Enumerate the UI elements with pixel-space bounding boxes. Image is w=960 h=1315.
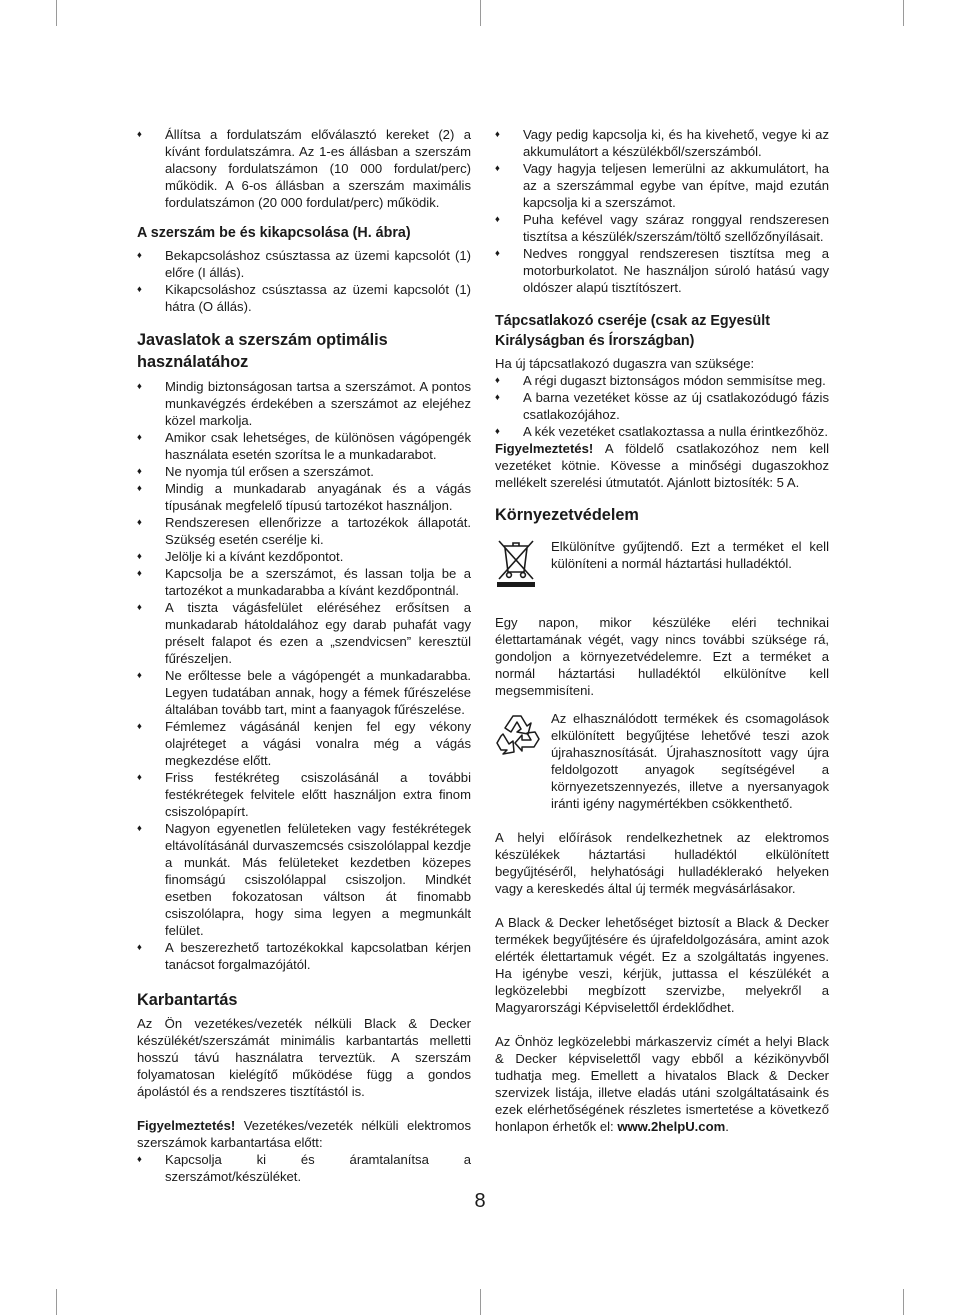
environment-paragraph-3: A Black & Decker lehetőséget biztosít a Black & Decker termékek begyűjtésére és újrafeldolgozására, amint azok elérték élettartamuk végét. Ez a szolgáltatás ingyenes. Ha igénybe veszi, kérjük, juttassa el készülékét a legközelebbi megbízott szervizbe, melyekről a Magyarországi Képviselettől érdeklődhet. (495, 915, 829, 1015)
list-item: ♦ A kék vezetéket csatlakoztassa a nulla érintkezőhöz. (495, 423, 829, 440)
crop-mark (903, 0, 904, 26)
list-item: ♦ Vagy hagyja teljesen lemerülni az akkumulátort, ha az a szerszámmal egybe van építve, majd ezután kapcsolja ki a szerszámot. (495, 160, 829, 211)
list-item: ♦ A tiszta vágásfelület eléréséhez erősítsen a munkadarab hátoldalához egy darab puhafát vagy préselt falapot és ezen a „szendvicsen” keresztül fűrészeljen. (137, 599, 471, 667)
left-column (137, 126, 471, 1185)
warning-text: A földelő csatlakozóhoz nem kell vezetéket kötnie. Kövesse a minőségi dugaszokhoz mellékelt szerelési útmutatót. Ajánlott biztosíték: 5 A. (495, 441, 829, 490)
plug-warning (495, 440, 829, 491)
crossed-out-wheelie-bin-icon (495, 538, 551, 592)
list-item: ♦ Amikor csak lehetséges, de különösen vágópengék használata esetén szorítsa le a munkadarabot. (137, 429, 471, 463)
tips-bullets (137, 378, 471, 973)
list-item: ♦ A barna vezetéket kösse az új csatlakozódugó fázis csatlakozójához. (495, 389, 829, 423)
recycling-arrows-icon (495, 710, 551, 764)
list-item: ♦ Vagy pedig kapcsolja ki, és ha kivehető, vegye ki az akkumulátort a készülékből/szerszámból. (495, 126, 829, 160)
switch-heading: A szerszám be és kikapcsolása (H. ábra) (137, 225, 411, 241)
maintenance-bullets-continued (495, 126, 829, 296)
plug-bullets (495, 372, 829, 440)
speed-setting-bullet: ♦ Állítsa a fordulatszám előválasztó kereket (2) a kívánt fordulatszámra. Az 1-es állásban a szerszám alacsony fordulatszámon (10 000 fordulat/perc) működik. A 6-os állásban a szerszám maximális fordulatszámon (20 000 fordulat/perc) működik. (137, 126, 471, 211)
warning-label: Figyelmeztetés! (495, 441, 594, 456)
list-item: ♦ A régi dugaszt biztonságos módon semmisítse meg. (495, 372, 829, 389)
environment-paragraph-2: A helyi előírások rendelkezhetnek az elektromos készülékek háztartási hulladéktól elkülönített begyűjtéséről, helyhatósági hulladéklerakó helyeken vagy a kereskedés által új termék megvásárlásakor. (495, 830, 829, 896)
list-item: ♦ Nagyon egyenetlen felületeken vagy festékrétegek eltávolításánál durvaszemcsés csiszolólappal kezdje a munkát. Más felületeket kezdetben közepes finomságú csiszolólappal csiszoljon. Mindkét esetben fokozatosan váltson át finomabb csiszolólapra, hogy sima legyen a megmunkált felület. (137, 820, 471, 939)
plug-replacement-heading: Tápcsatlakozó cseréje (csak az Egyesült Királyságban és Írországban) (495, 313, 770, 349)
crop-mark (480, 1289, 481, 1315)
weee-block (495, 538, 829, 592)
tips-heading: Javaslatok a szerszám optimális használatához (137, 331, 388, 371)
plug-intro: Ha új tápcsatlakozó dugaszra van szüksége: (495, 356, 755, 371)
page-number: 8 (474, 1190, 486, 1212)
warning-label: Figyelmeztetés! (137, 1118, 236, 1133)
right-column (495, 126, 829, 1135)
recycling-text: Az elhasználódott termékek és csomagolások elkülönített begyűjtése lehetővé teszi azok újrahasznosítását. Újrahasznosított vagy újra feldolgozott anyagok segítségével a környezetszennyezés, illetve a nyersanyagok iránti igény nagymértékben csökkenthető. (551, 711, 829, 811)
list-item: ♦ Mindig a munkadarab anyagának és a vágás típusának megfelelő típusú tartozékot használjon. (137, 480, 471, 514)
weee-text: Elkülönítve gyűjtendő. Ezt a terméket el kell különíteni a normál háztartási hulladéktól. (551, 539, 829, 571)
maintenance-paragraph: Az Ön vezetékes/vezeték nélküli Black & Decker készülékét/szerszámát minimális karbantartás melletti hosszú távú használatra terveztük. A szerszám folyamatosan kielégítő működése függ a gondos ápolástól és a rendszeres tisztítástól is. (137, 1016, 471, 1099)
environment-paragraph-1: Egy napon, mikor készüléke eléri technikai élettartamának végét, vagy nincs további szüksége rá, gondoljon a környezetvédelemre. Ezt a terméket a normál háztartási hulladéktól elkülönítve kell megsemmisíteni. (495, 615, 829, 698)
service-end: . (725, 1119, 729, 1134)
crop-mark (56, 0, 57, 26)
list-item: ♦ Nedves ronggyal rendszeresen tisztítsa meg a motorburkolatot. Ne használjon súroló hatású vagy oldószer alapú tisztítószert. (495, 245, 829, 296)
list-item: ♦ Rendszeresen ellenőrizze a tartozékok állapotát. Szükség esetén cserélje ki. (137, 514, 471, 548)
crop-mark (56, 1289, 57, 1315)
list-item: ♦ Jelölje ki a kívánt kezdőpontot. (137, 548, 471, 565)
list-item: ♦ Kapcsolja ki és áramtalanítsa a szerszámot/készüléket. (137, 1151, 471, 1185)
list-item: ♦ Kikapcsoláshoz csúsztassa az üzemi kapcsolót (1) hátra (O állás). (137, 281, 471, 315)
switch-bullets (137, 247, 471, 315)
warning-text: Vezetékes/vezeték nélküli elektromos szerszámok karbantartása előtt: (137, 1118, 471, 1150)
list-item: ♦ Fémlemez vágásánál kenjen fel egy vékony olajréteget a vágási vonalra még a vágás megkezdése előtt. (137, 718, 471, 769)
list-item: ♦ Ne erőltesse bele a vágópengét a munkadarabba. Legyen tudatában annak, hogy a fémek fűrészelése általában tovább tart, mint a faanyagok fűrészelése. (137, 667, 471, 718)
environment-heading: Környezetvédelem (495, 506, 639, 524)
service-url: www.2helpU.com (617, 1119, 726, 1134)
list-item: ♦ Mindig biztonságosan tartsa a szerszámot. A pontos munkavégzés érdekében a szerszámot az elejéhez közel markolja. (137, 378, 471, 429)
maintenance-heading: Karbantartás (137, 991, 238, 1009)
crop-mark (903, 1289, 904, 1315)
environment-paragraph-4 (495, 1033, 829, 1135)
maintenance-warning (137, 1117, 471, 1151)
crop-mark (480, 0, 481, 26)
list-item: ♦ Ne nyomja túl erősen a szerszámot. (137, 463, 471, 480)
recycling-block (495, 710, 829, 812)
list-item: ♦ Puha kefével vagy száraz ronggyal rendszeresen tisztítsa a készülék/szerszám/töltő szellőzőnyílásait. (495, 211, 829, 245)
list-item: ♦ Bekapcsoláshoz csúsztassa az üzemi kapcsolót (1) előre (I állás). (137, 247, 471, 281)
list-item: ♦ Friss festékréteg csiszolásánál a további festékrétegek felvitele előtt használjon extra finom csiszolópapírt. (137, 769, 471, 820)
service-text: Az Önhöz legközelebbi márkaszerviz címét a helyi Black & Decker képviselettől vagy ebből a kézikönyvből tudhatja meg. Emellett a hivatalos Black & Decker szervizek listája, illetve eladás utáni szolgáltatásaink és ezek elérhetőségének részletes ismertetése a következő honlapon érhetők el: (495, 1034, 829, 1134)
list-item: ♦ Kapcsolja be a szerszámot, és lassan tolja be a tartozékot a munkadarabba a kívánt kezdőpontnál. (137, 565, 471, 599)
list-item: ♦ A beszerezhető tartozékokkal kapcsolatban kérjen tanácsot forgalmazójától. (137, 939, 471, 973)
